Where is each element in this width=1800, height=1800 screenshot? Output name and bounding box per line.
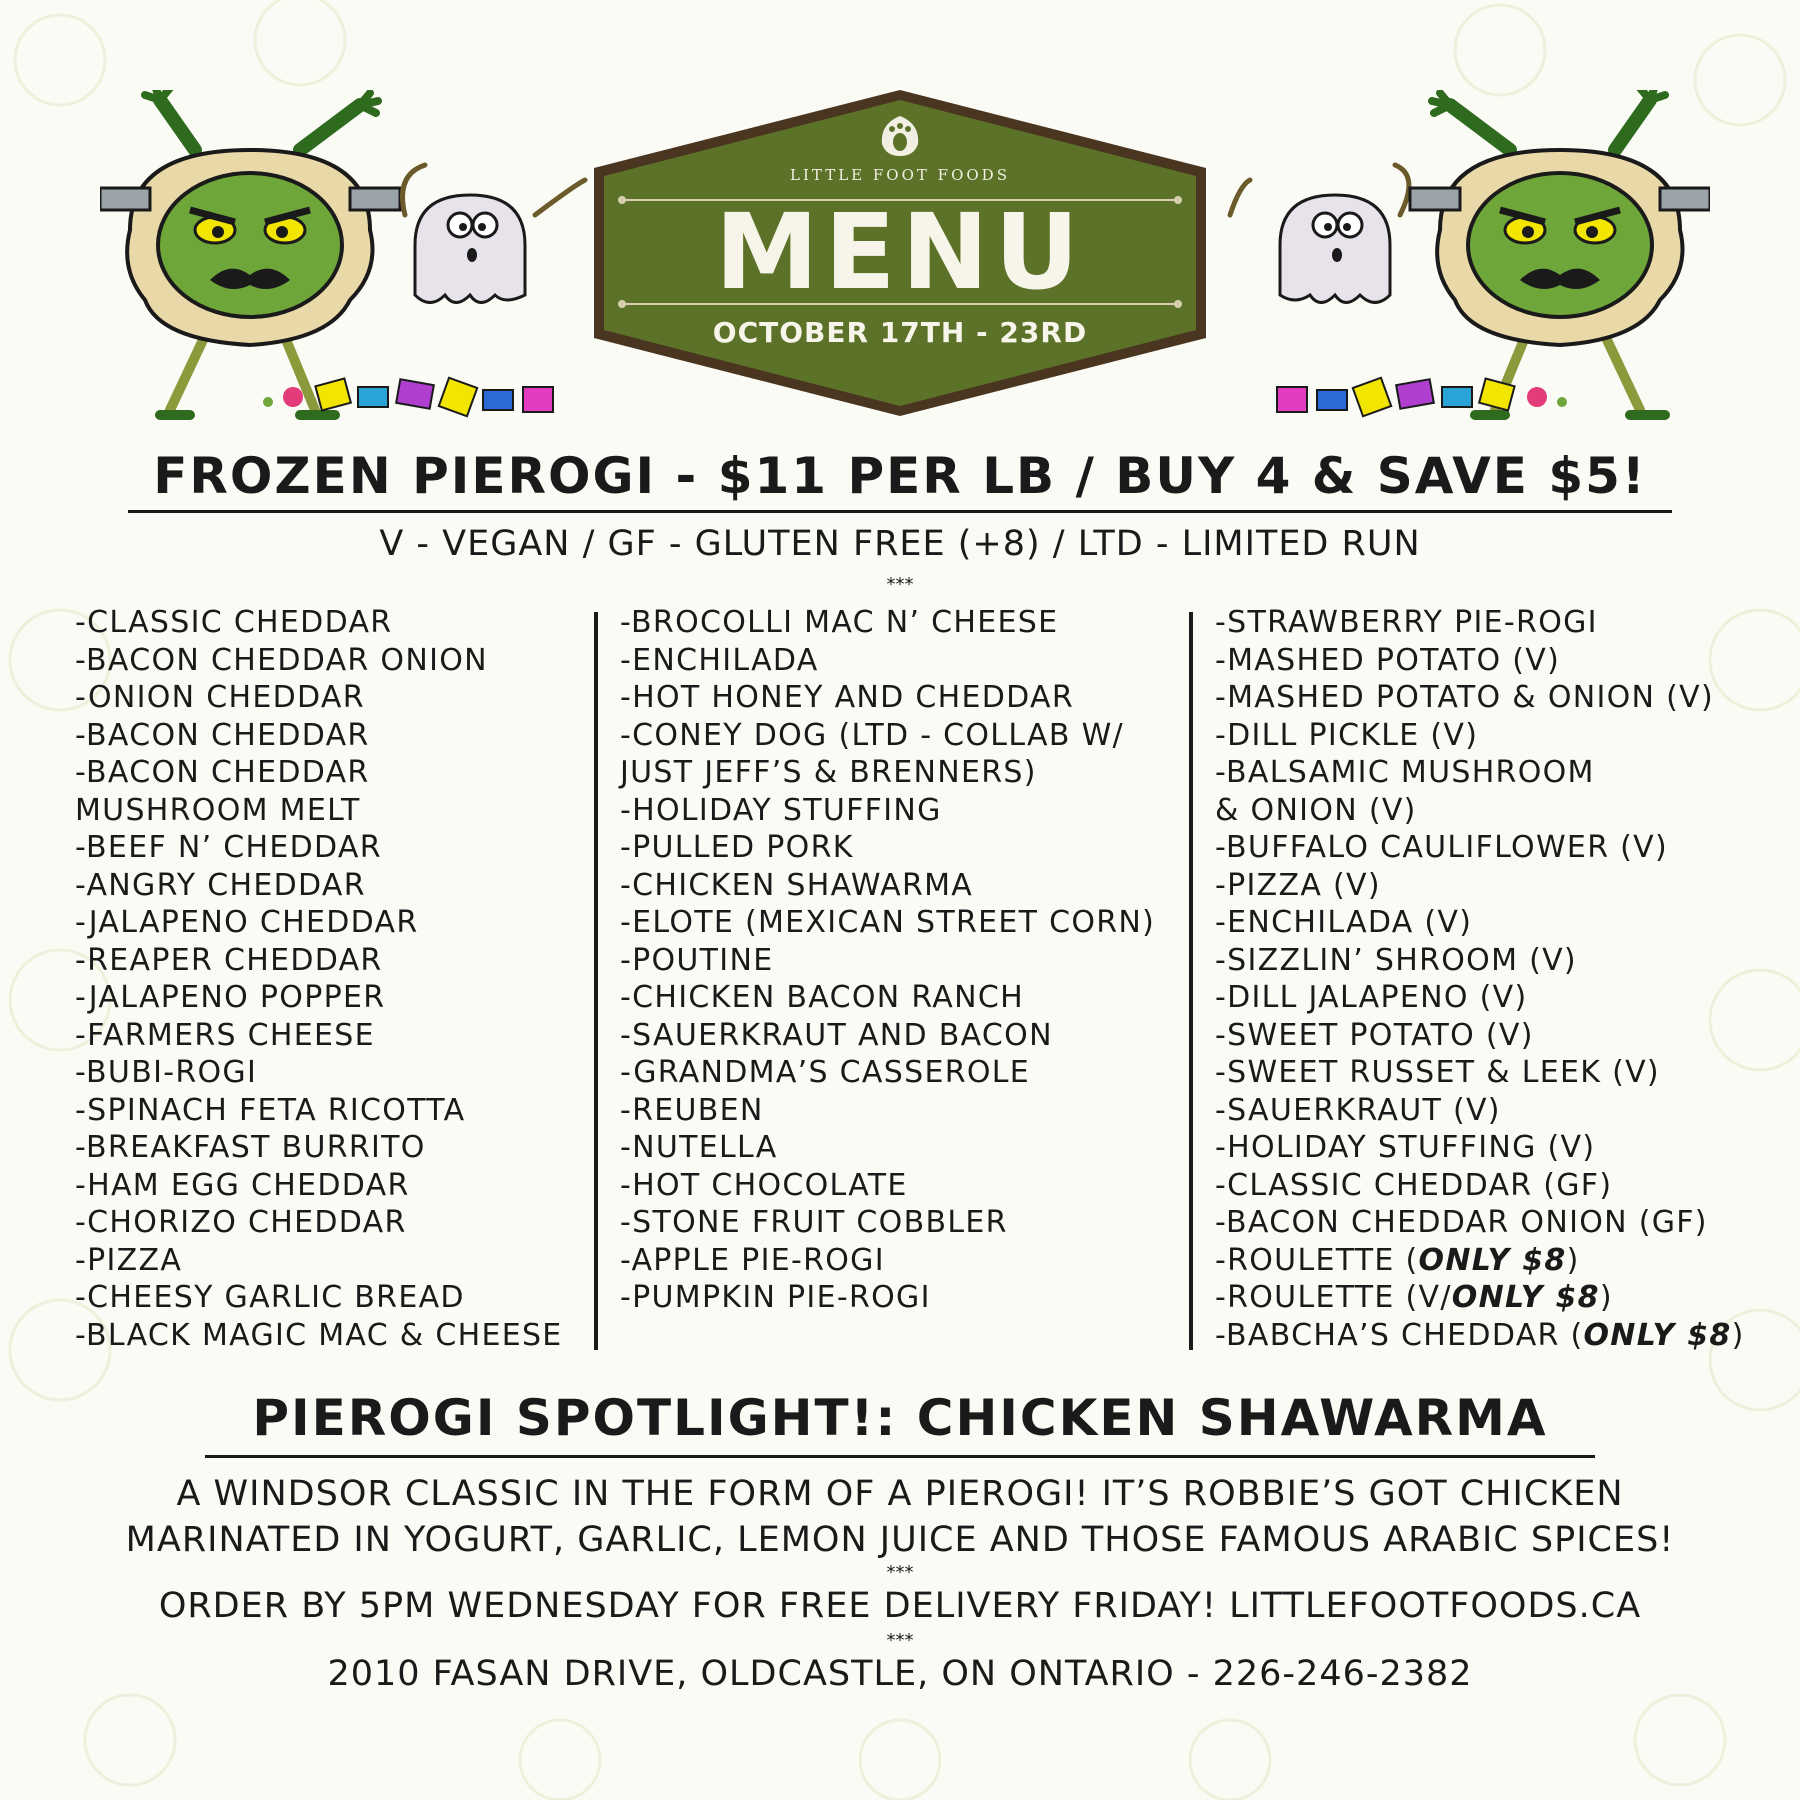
menu-item: -SWEET RUSSET & LEEK (V) xyxy=(1215,1055,1660,1090)
menu-item: -STRAWBERRY PIE-ROGI xyxy=(1215,605,1598,640)
menu-dates: OCTOBER 17TH - 23RD xyxy=(712,316,1088,349)
spotlight-description-line-1: A WINDSOR CLASSIC IN THE FORM OF A PIEROGI! IT’S ROBBIE’S GOT CHICKEN xyxy=(176,1474,1624,1514)
diet-legend: V - VEGAN / GF - GLUTEN FREE (+8) / LTD - LIMITED RUN xyxy=(379,524,1421,564)
menu-item: -ONION CHEDDAR xyxy=(75,680,365,715)
item-text: ) xyxy=(1731,1317,1745,1353)
menu-item: -CLASSIC CHEDDAR xyxy=(75,605,393,640)
ghost-icon xyxy=(385,155,595,325)
menu-item: -PULLED PORK xyxy=(620,830,854,865)
spotlight-headline: PIEROGI SPOTLIGHT!: CHICKEN SHAWARMA xyxy=(252,1389,1548,1447)
price-note: ONLY $8 xyxy=(1451,1280,1600,1315)
menu-item: -APPLE PIE-ROGI xyxy=(620,1242,885,1278)
menu-item: -FARMERS CHEESE xyxy=(75,1017,375,1053)
menu-item: -CHORIZO CHEDDAR xyxy=(75,1205,407,1240)
menu-item: -DILL PICKLE (V) xyxy=(1215,717,1479,753)
menu-item: -BUBI-ROGI xyxy=(75,1055,258,1090)
menu-item: -BACON CHEDDAR ONION (GF) xyxy=(1215,1205,1708,1240)
separator: *** xyxy=(886,574,914,595)
menu-item: -REAPER CHEDDAR xyxy=(75,942,383,978)
menu-item: -PIZZA xyxy=(75,1242,183,1278)
candy-icon xyxy=(1272,372,1572,422)
menu-item: -BACON CHEDDAR xyxy=(75,755,370,790)
menu-item: -ELOTE (MEXICAN STREET CORN) xyxy=(620,905,1156,940)
menu-item: -BUFFALO CAULIFLOWER (V) xyxy=(1215,830,1669,865)
menu-item: -NUTELLA xyxy=(620,1130,778,1165)
headline-underline xyxy=(128,510,1672,513)
price-note: ONLY $8 xyxy=(1583,1317,1732,1353)
page-title: MENU xyxy=(714,191,1086,313)
brand-name: LITTLE FOOT FOODS xyxy=(790,166,1010,184)
separator: *** xyxy=(886,1562,914,1583)
menu-item: -BACON CHEDDAR ONION xyxy=(75,642,488,678)
menu-item-roulette xyxy=(1215,1242,1785,1280)
menu-item: -STONE FRUIT COBBLER xyxy=(620,1205,1008,1240)
menu-item: -SAUERKRAUT (V) xyxy=(1215,1092,1501,1128)
menu-item: -CHICKEN BACON RANCH xyxy=(620,980,1024,1015)
candy-icon xyxy=(258,372,558,422)
address-phone: 2010 FASAN DRIVE, OLDCASTLE, ON ONTARIO - 226-246-2382 xyxy=(327,1654,1473,1694)
menu-item: -BLACK MAGIC MAC & CHEESE xyxy=(75,1317,563,1353)
menu-item: -CHICKEN SHAWARMA xyxy=(620,867,974,903)
item-text: -BABCHA’S CHEDDAR ( xyxy=(1215,1317,1584,1353)
menu-item: -MASHED POTATO & ONION (V) xyxy=(1215,680,1714,715)
frozen-pierogi-headline: FROZEN PIEROGI - $11 PER LB / BUY 4 & SAVE $5! xyxy=(153,447,1647,505)
menu-item: -ENCHILADA (V) xyxy=(1215,905,1473,940)
menu-column-3 xyxy=(1215,604,1785,1354)
menu-item: -SWEET POTATO (V) xyxy=(1215,1017,1534,1053)
menu-item: -BREAKFAST BURRITO xyxy=(75,1130,426,1165)
menu-item: -CLASSIC CHEDDAR (GF) xyxy=(1215,1167,1613,1203)
menu-item: -HOT HONEY AND CHEDDAR xyxy=(620,680,1074,715)
menu-item: -PIZZA (V) xyxy=(1215,867,1381,903)
headline-underline xyxy=(205,1455,1595,1458)
item-text: -ROULETTE ( xyxy=(1215,1242,1419,1278)
logo-icon xyxy=(878,114,922,158)
item-text: ) xyxy=(1599,1280,1613,1315)
item-text: -ROULETTE (V/ xyxy=(1215,1280,1452,1315)
menu-item: -REUBEN xyxy=(620,1092,764,1128)
menu-item: -PUMPKIN PIE-ROGI xyxy=(620,1280,931,1315)
column-divider xyxy=(1189,612,1193,1350)
menu-item: -CONEY DOG (LTD - COLLAB W/ xyxy=(620,717,1124,753)
price-note: ONLY $8 xyxy=(1418,1242,1567,1278)
menu-badge xyxy=(592,88,1208,418)
item-text: ) xyxy=(1566,1242,1580,1278)
menu-item: -DILL JALAPENO (V) xyxy=(1215,980,1528,1015)
menu-item: -BACON CHEDDAR xyxy=(75,717,370,753)
menu-column-2 xyxy=(620,604,1190,1317)
order-info: ORDER BY 5PM WEDNESDAY FOR FREE DELIVERY FRIDAY! LITTLEFOOTFOODS.CA xyxy=(158,1586,1642,1626)
separator: *** xyxy=(886,1630,914,1651)
menu-item: -ENCHILADA xyxy=(620,642,819,678)
menu-item: -HOT CHOCOLATE xyxy=(620,1167,908,1203)
menu-item: -BROCOLLI MAC N’ CHEESE xyxy=(620,605,1059,640)
menu-item: -SIZZLIN’ SHROOM (V) xyxy=(1215,942,1577,978)
menu-item: -JALAPENO POPPER xyxy=(75,980,386,1015)
menu-item: -POUTINE xyxy=(620,942,774,978)
menu-item: -SAUERKRAUT AND BACON xyxy=(620,1017,1053,1053)
menu-item: -HOLIDAY STUFFING (V) xyxy=(1215,1130,1596,1165)
menu-item: -SPINACH FETA RICOTTA xyxy=(75,1092,466,1128)
menu-item: -CHEESY GARLIC BREAD xyxy=(75,1280,465,1315)
menu-item: -HOLIDAY STUFFING xyxy=(620,792,942,828)
column-divider xyxy=(594,612,598,1350)
menu-item: -BEEF N’ CHEDDAR xyxy=(75,830,382,865)
menu-item-babcha xyxy=(1215,1317,1785,1355)
menu-item: -JALAPENO CHEDDAR xyxy=(75,905,419,940)
menu-item: -ANGRY CHEDDAR xyxy=(75,867,366,903)
menu-column-1 xyxy=(75,604,585,1354)
menu-item-roulette-vegan xyxy=(1215,1279,1785,1317)
menu-item: -GRANDMA’S CASSEROLE xyxy=(620,1055,1031,1090)
menu-item: JUST JEFF’S & BRENNERS) xyxy=(620,755,1037,790)
menu-item: -BALSAMIC MUSHROOM xyxy=(1215,755,1595,790)
menu-item: -MASHED POTATO (V) xyxy=(1215,642,1561,678)
menu-item: -HAM EGG CHEDDAR xyxy=(75,1167,410,1203)
spotlight-description-line-2: MARINATED IN YOGURT, GARLIC, LEMON JUICE AND THOSE FAMOUS ARABIC SPICES! xyxy=(125,1520,1675,1560)
menu-item: MUSHROOM MELT xyxy=(75,792,361,828)
menu-item: & ONION (V) xyxy=(1215,792,1417,828)
